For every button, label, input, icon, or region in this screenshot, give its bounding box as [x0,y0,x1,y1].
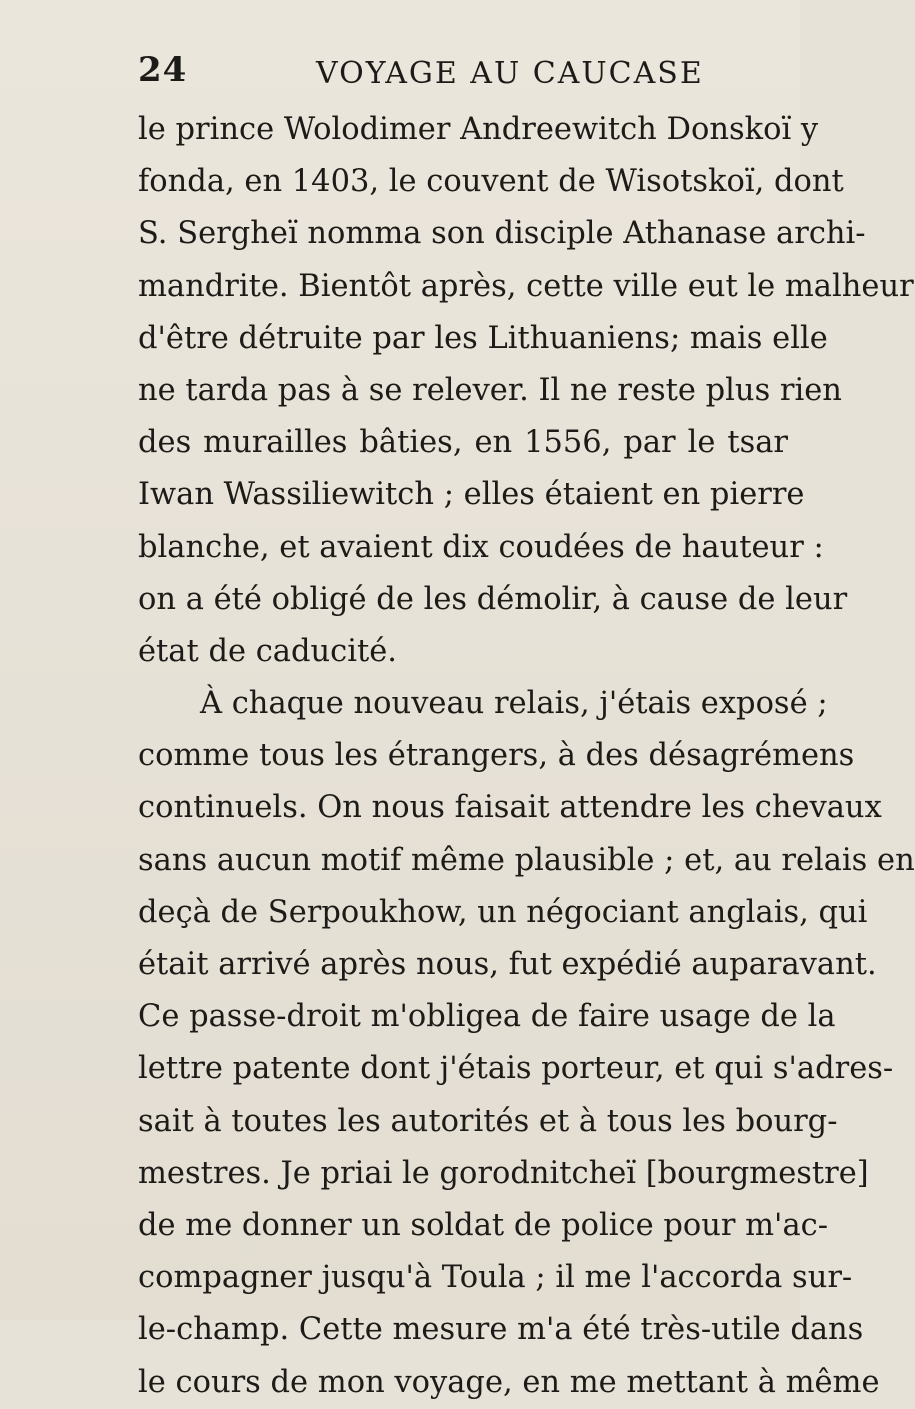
text-line: le-champ. Cette mesure m'a été très-utile dans [138,1312,864,1348]
text-line: sait à toutes les autorités et à tous les bourg- [138,1103,838,1139]
text-line-paragraph-end: état de caducité. [138,633,397,669]
page-header [138,44,778,104]
text-line: de me donner un soldat de police pour m'ac- [138,1207,829,1243]
text-line: d'être détruite par les Lithuaniens; mais elle [138,320,828,356]
text-line: Ce passe-droit m'obligea de faire usage de la [138,999,836,1035]
running-title: VOYAGE AU CAUCASE [316,56,704,91]
text-line: comme tous les étrangers, à des désagrémens [138,738,855,774]
text-line: le prince Wolodimer Andreewitch Donskoï y [138,112,819,147]
text-line: sans aucun motif même plausible ; et, au relais en [138,842,915,878]
text-line-paragraph-start: À chaque nouveau relais, j'étais exposé ; [200,686,828,722]
text-line: compagner jusqu'à Toula ; il me l'accorda sur- [138,1260,853,1296]
text-line: le cours de mon voyage, en me mettant à même [138,1364,880,1400]
text-line: on a été obligé de les démolir, à cause de leur [138,581,848,617]
text-line: continuels. On nous faisait attendre les chevaux [138,790,882,826]
body-text [138,104,915,1409]
text-line: mestres. Je priai le gorodnitcheï [bourgmestre] [138,1155,869,1191]
text-line: blanche, et avaient dix coudées de hauteur : [138,529,824,565]
text-line: Iwan Wassiliewitch ; elles étaient en pierre [138,477,805,513]
text-line: ne tarda pas à se relever. Il ne reste plus rien [138,372,842,408]
text-line: était arrivé après nous, fut expédié auparavant. [138,947,877,982]
text-line: des murailles bâties, en 1556, par le tsar [138,425,788,461]
text-line: fonda, en 1403, le couvent de Wisotskoï, dont [138,164,844,200]
text-line: lettre patente dont j'étais porteur, et qui s'adres- [138,1051,894,1087]
text-line: deçà de Serpoukhow, un négociant anglais, qui [138,894,868,930]
page-number: 24 [138,50,188,90]
text-line: S. Sergheï nomma son disciple Athanase archi- [138,216,866,252]
text-line: mandrite. Bientôt après, cette ville eut le malheur [138,268,914,304]
